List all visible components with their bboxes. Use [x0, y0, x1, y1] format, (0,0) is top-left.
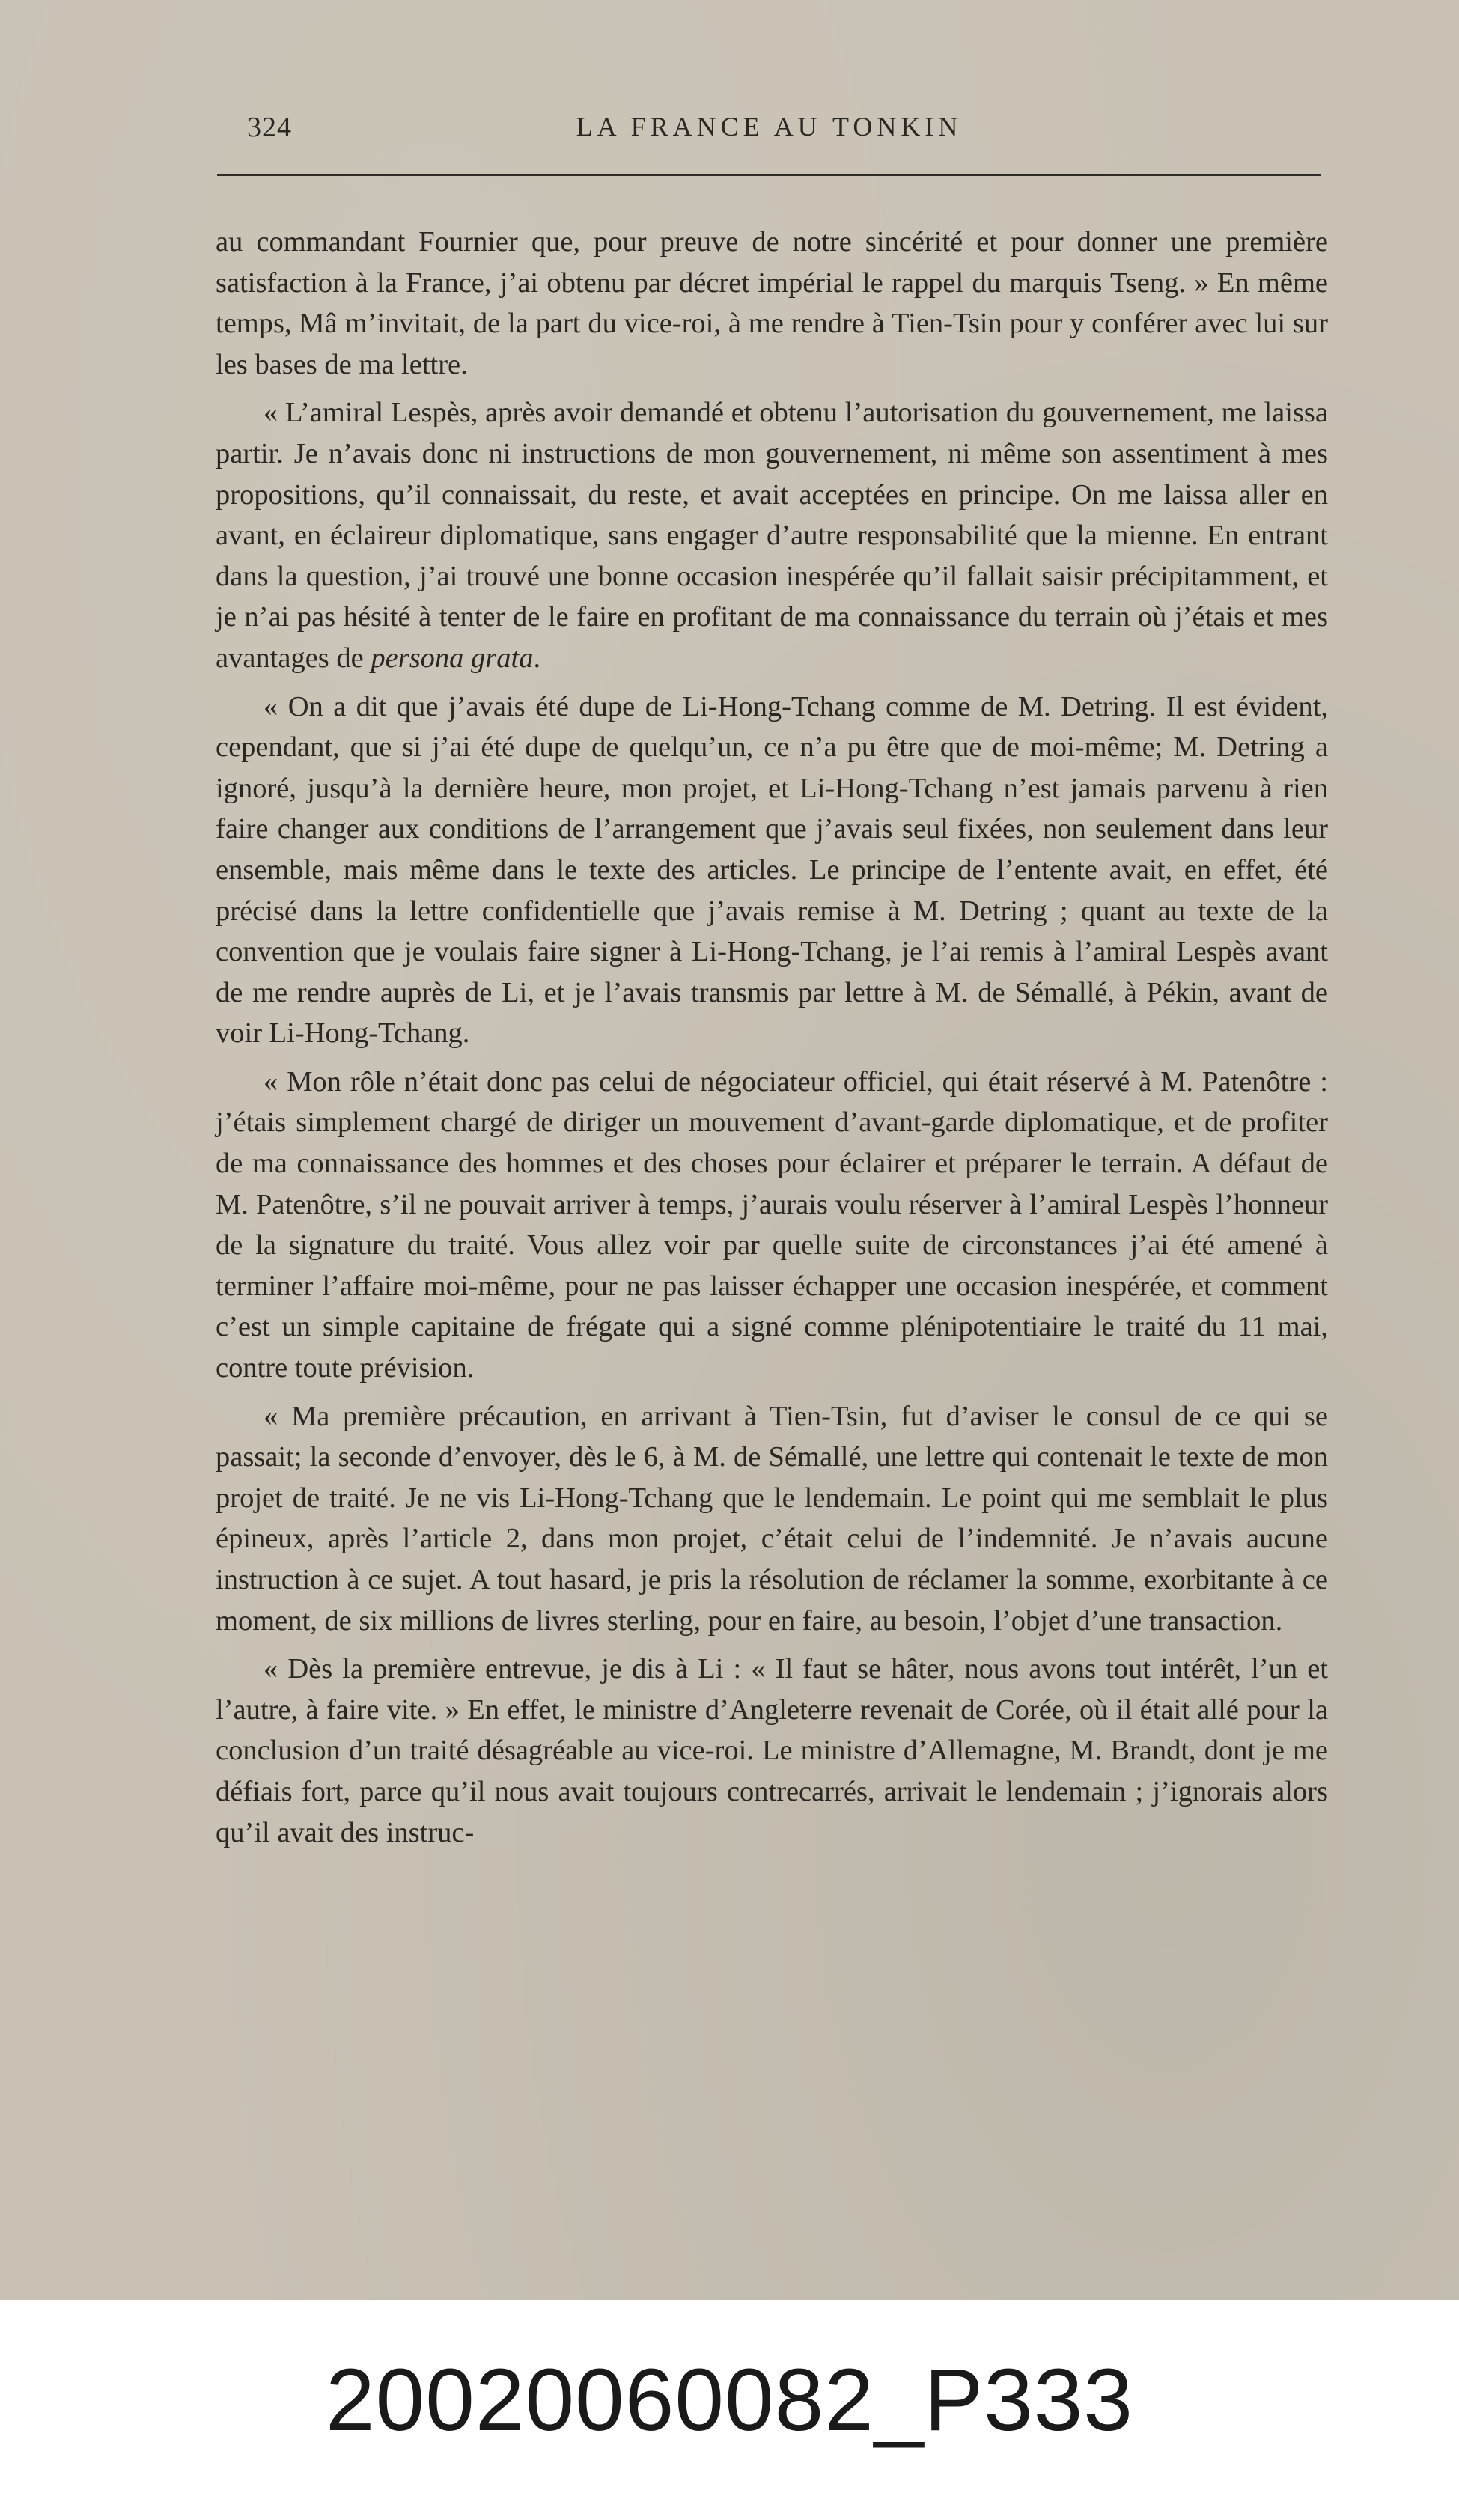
italic-phrase: persona grata: [371, 642, 534, 674]
accession-id: 20020060082_P333: [325, 2351, 1134, 2450]
paragraph: « Dès la première entrevue, je dis à Li : « Il faut se hâter, nous avons tout intérêt, l’un et l’autre, à faire vite. » En effet, le ministre d’Angleterre revenait de Corée, où il était allé pour la conclusion d’un traité désagréable au vice-roi. Le ministre d’Allemagne, M. Brandt, dont je me défiais fort, parce qu’il nous avait toujours contrecarrés, arrivait le lendemain ; j’ignorais alors qu’il avait des instruc-: [216, 1653, 1328, 1848]
paragraph: au commandant Fournier que, pour preuve de notre sincérité et pour donner une première satisfaction à la France, j’ai obtenu par décret impérial le rappel du marquis Tseng. » En même temps, Mâ m’invitait, de la part du vice-roi, à me rendre à Tien-Tsin pour y conférer avec lui sur les bases de ma lettre.: [216, 226, 1328, 380]
paragraph: « L’amiral Lespès, après avoir demandé et obtenu l’autorisation du gouvernement, me laissa partir. Je n’avais donc ni instructions de mon gouvernement, ni même son assentiment à mes propositions, qu’il connaissait, du reste, et avait acceptées en principe. On me laissa aller en avant, en éclaireur diplomatique, sans engager d’autre responsabilité que la mienne. En entrant dans la question, j’ai trouvé une bonne occasion inespérée qu’il fallait saisir précipitamment, et je n’ai pas hésité à tenter de le faire en profitant de ma connaissance du terrain où j’étais et mes avantages de persona grata.: [216, 397, 1328, 674]
paragraph: « On a dit que j’avais été dupe de Li-Hong-Tchang comme de M. Detring. Il est évident, cependant, que si j’ai été dupe de quelqu’un, ce n’a pu être que de moi-même; M. Detring a ignoré, jusqu’à la dernière heure, mon projet, et Li-Hong-Tchang n’est jamais parvenu à rien faire changer aux conditions de l’arrangement que j’avais seul fixées, non seulement dans leur ensemble, mais même dans le texte des articles. Le principe de l’entente avait, en effet, été précisé dans la lettre confidentielle que j’avais remise à M. Detring ; quant au texte de la convention que je voulais faire signer à Li-Hong-Tchang, je l’ai remis à l’amiral Lespès avant de me rendre auprès de Li, et je l’avais transmis par lettre à M. de Sémallé, à Pékin, avant de voir Li-Hong-Tchang.: [216, 690, 1328, 1050]
running-title: LA FRANCE AU TONKIN: [576, 112, 963, 141]
page-header: [217, 111, 1321, 171]
header-rule: [217, 174, 1321, 176]
paragraph: « Mon rôle n’était donc pas celui de négociateur officiel, qui était réservé à M. Patenôtre : j’étais simplement chargé de diriger un mouvement d’avant-garde diplomatique, et de profiter de ma connaissance des hommes et des choses pour éclairer et préparer le terrain. A défaut de M. Patenôtre, s’il ne pouvait arriver à temps, j’aurais voulu réserver à l’amiral Lespès l’honneur de la signature du traité. Vous allez voir par quelle suite de circonstances j’ai été amené à terminer l’affaire moi-même, pour ne pas laisser échapper une occasion inespérée, et comment c’est un simple capitaine de frégate qui a signé comme plénipotentiaire le traité du 11 mai, contre toute prévision.: [216, 1065, 1328, 1384]
page-number: 324: [247, 112, 292, 143]
body-text: [216, 222, 1328, 1860]
paragraph: « Ma première précaution, en arrivant à Tien-Tsin, fut d’aviser le consul de ce qui se passait; la seconde d’envoyer, dès le 6, à M. de Sémallé, une lettre qui contenait le texte de mon projet de traité. Je ne vis Li-Hong-Tchang que le lendemain. Le point qui me semblait le plus épineux, après l’article 2, dans mon projet, c’était celui de l’indemnité. Je n’avais aucune instruction à ce sujet. A tout hasard, je pris la résolution de réclamer la somme, exorbitante à ce moment, de six millions de livres sterling, pour en faire, au besoin, l’objet d’une transaction.: [216, 1400, 1328, 1637]
